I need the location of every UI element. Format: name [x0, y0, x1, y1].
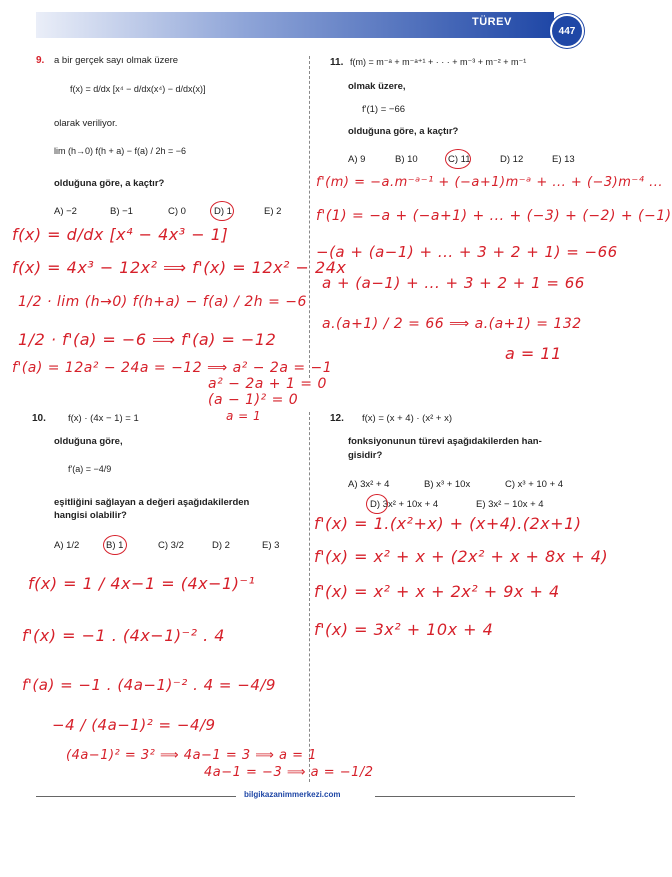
q12-question-line1: fonksiyonunun türevi aşağıdakilerden han-: [348, 436, 542, 447]
q9-limit: lim (h→0) f(h + a) − f(a) / 2h = −6: [54, 146, 187, 156]
q10-work-line: −4 / (4a−1)² = −4/9: [52, 716, 216, 734]
footer-rule: [375, 796, 575, 797]
q11-work-line: −(a + (a−1) + ... + 3 + 2 + 1) = −66: [316, 243, 618, 261]
q9-option-c[interactable]: C) 0: [168, 206, 186, 217]
q12-work-line: f'(x) = 3x² + 10x + 4: [314, 620, 494, 639]
q12-number: 12.: [330, 413, 344, 424]
q12-answer-mark: [366, 494, 388, 514]
q12-question-line2: gisidir?: [348, 450, 383, 461]
q10-option-a[interactable]: A) 1/2: [54, 540, 80, 551]
q11-work-line: f'(m) = −a.m⁻ᵃ⁻¹ + (−a+1)m⁻ᵃ + ... + (−3)m⁻⁴ ...: [316, 175, 664, 190]
q10-question-line1: eşitliğini sağlayan a değeri aşağıdakilerden: [54, 497, 250, 508]
q11-work-line: a + (a−1) + ... + 3 + 2 + 1 = 66: [322, 274, 585, 292]
q9-question: olduğuna göre, a kaçtır?: [54, 178, 165, 189]
chapter-title: TÜREV: [472, 16, 512, 28]
q11-intro: olmak üzere,: [348, 81, 406, 92]
q12-option-a[interactable]: A) 3x² + 4: [348, 479, 390, 490]
q10-number: 10.: [32, 413, 46, 424]
q10-work-line: f(x) = 1 / 4x−1 = (4x−1)⁻¹: [28, 574, 256, 593]
page-number: 447: [550, 14, 584, 48]
q11-formula: f(m) = m⁻ᵃ + m⁻ᵃ⁺¹ + · · · + m⁻³ + m⁻² + m⁻¹: [350, 57, 527, 67]
q9-number: 9.: [36, 55, 45, 66]
q11-option-e[interactable]: E) 13: [552, 154, 575, 165]
q10-formula: f(x) · (4x − 1) = 1: [68, 413, 139, 424]
q9-option-d[interactable]: D) 1: [214, 206, 232, 217]
q10-work-line: 4a−1 = −3 ⟹ a = −1/2: [204, 765, 374, 780]
q12-work-line: f'(x) = x² + x + 2x² + 9x + 4: [314, 582, 560, 601]
q10-intro: olduğuna göre,: [54, 436, 123, 447]
q12-option-b[interactable]: B) x³ + 10x: [424, 479, 471, 490]
q10-answer-mark: [103, 535, 127, 555]
q9-work-line: f(x) = 4x³ − 12x² ⟹ f'(x) = 12x² − 24x: [12, 258, 347, 277]
q11-work-line: a = 11: [505, 344, 562, 363]
footer-rule: [36, 796, 236, 797]
q10-option-e[interactable]: E) 3: [262, 540, 280, 551]
q10-option-b[interactable]: B) 1: [106, 540, 124, 551]
q10-work-line: f'(x) = −1 . (4x−1)⁻² . 4: [22, 626, 225, 645]
q11-option-b[interactable]: B) 10: [395, 154, 418, 165]
q12-option-e[interactable]: E) 3x² − 10x + 4: [476, 499, 544, 510]
q11-number: 11.: [330, 57, 344, 68]
q9-work-line: 1/2 · f'(a) = −6 ⟹ f'(a) = −12: [18, 330, 277, 349]
q10-option-c[interactable]: C) 3/2: [158, 540, 184, 551]
q11-option-c[interactable]: C) 11: [448, 154, 471, 165]
q11-option-a[interactable]: A) 9: [348, 154, 366, 165]
q11-question: olduğuna göre, a kaçtır?: [348, 126, 459, 137]
q9-option-a[interactable]: A) −2: [54, 206, 77, 217]
q10-derivative: f'(a) = −4/9: [68, 464, 112, 474]
column-divider: [309, 412, 310, 782]
q12-formula: f(x) = (x + 4) · (x² + x): [362, 413, 452, 424]
q10-work-line: (4a−1)² = 3² ⟹ 4a−1 = 3 ⟹ a = 1: [66, 748, 317, 763]
q9-work-line: f(x) = d/dx [x⁴ − 4x³ − 1]: [12, 225, 229, 244]
q11-given: f'(1) = −66: [362, 104, 406, 115]
q12-option-c[interactable]: C) x³ + 10 + 4: [505, 479, 564, 490]
q9-option-e[interactable]: E) 2: [264, 206, 282, 217]
q11-work-line: a.(a+1) / 2 = 66 ⟹ a.(a+1) = 132: [322, 316, 582, 332]
q9-work-line: a = 1: [226, 409, 262, 423]
q9-given: olarak veriliyor.: [54, 118, 118, 129]
column-divider: [309, 56, 310, 378]
q9-work-line: a² − 2a + 1 = 0: [208, 376, 327, 392]
q12-option-d[interactable]: D) 3x² + 10x + 4: [370, 499, 439, 510]
q11-option-d[interactable]: D) 12: [500, 154, 524, 165]
q12-work-line: f'(x) = x² + x + (2x² + x + 8x + 4): [314, 547, 609, 566]
q10-work-line: f'(a) = −1 . (4a−1)⁻² . 4 = −4/9: [22, 676, 276, 694]
q9-option-b[interactable]: B) −1: [110, 206, 133, 217]
q11-answer-mark: [445, 149, 471, 169]
q12-work-line: f'(x) = 1.(x²+x) + (x+4).(2x+1): [314, 514, 582, 533]
q9-work-line: f'(a) = 12a² − 24a = −12 ⟹ a² − 2a = −1: [12, 360, 333, 376]
q10-question-line2: hangisi olabilir?: [54, 510, 127, 521]
q9-work-line: 1/2 · lim (h→0) f(h+a) − f(a) / 2h = −6: [18, 294, 307, 310]
q9-formula: f(x) = d/dx [x⁴ − d/dx(x⁴) − d/dx(x)]: [70, 84, 206, 94]
q11-work-line: f'(1) = −a + (−a+1) + ... + (−3) + (−2) + (−1): [316, 208, 672, 224]
q9-intro: a bir gerçek sayı olmak üzere: [54, 55, 179, 66]
q9-work-line: (a − 1)² = 0: [208, 392, 299, 408]
q10-option-d[interactable]: D) 2: [212, 540, 230, 551]
footer-site: bilgikazanimmerkezi.com: [244, 790, 341, 799]
q9-answer-mark: [210, 201, 234, 221]
